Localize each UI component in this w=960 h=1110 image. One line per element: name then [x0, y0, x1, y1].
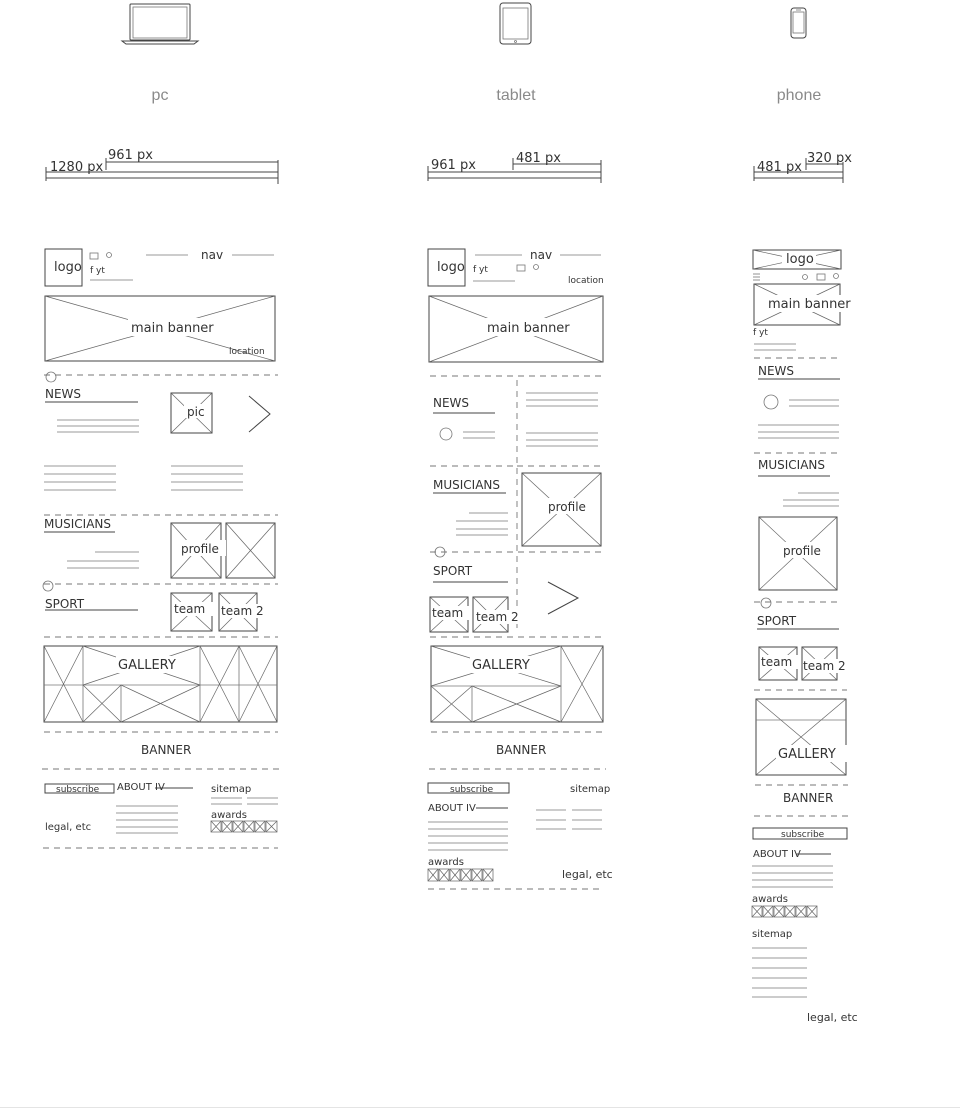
phone-sitemap-label: sitemap — [752, 929, 793, 940]
phone-banner-label: BANNER — [783, 791, 834, 805]
mail-icon — [90, 253, 98, 259]
dimension-pc — [46, 148, 278, 184]
pc-badge-icon — [46, 372, 56, 382]
pc-awards-label: awards — [211, 810, 247, 821]
phone-awards-label: awards — [752, 894, 788, 905]
phone-about-label: ABOUT IV — [753, 849, 801, 860]
tablet-team-label: team — [432, 606, 464, 620]
device-label-phone: phone — [776, 87, 822, 104]
pc-logo-label: logo — [54, 260, 82, 275]
pc-ball-icon — [43, 581, 53, 591]
pc-pic-label: pic — [187, 405, 205, 419]
phone-legal-label: legal, etc — [807, 1011, 858, 1024]
pc-about-label: ABOUT IV — [117, 782, 165, 793]
pc-social-label: f yt — [90, 266, 105, 276]
pc-team2-label: team 2 — [221, 604, 264, 618]
pc-sport-label: SPORT — [45, 597, 85, 611]
search-icon — [834, 274, 839, 279]
pc-location-label: location — [229, 347, 265, 357]
tablet-location-label: location — [568, 276, 604, 286]
bottom-divider — [0, 1107, 960, 1108]
mail-icon — [517, 265, 525, 271]
phone-content-width: 320 px — [807, 151, 852, 166]
dimension-phone — [754, 151, 852, 183]
phone-icon — [791, 8, 806, 38]
tablet-total-width: 961 px — [431, 158, 476, 173]
tablet-team2-label: team 2 — [476, 610, 519, 624]
tablet-musicians-label: MUSICIANS — [433, 478, 501, 492]
phone-ball-icon — [761, 598, 771, 608]
pc-legal-label: legal, etc — [45, 822, 92, 833]
phone-news-label: NEWS — [758, 364, 795, 378]
tablet-legal-label: legal, etc — [562, 868, 613, 881]
phone-profile-label: profile — [783, 544, 821, 558]
tablet-subscribe-label: subscribe — [450, 785, 494, 795]
tablet-nav-label: nav — [530, 248, 553, 262]
tablet-banner-label: BANNER — [496, 743, 547, 757]
pc-news-label: NEWS — [45, 387, 82, 401]
phone-social-label: f yt — [753, 328, 768, 338]
pc-sitemap-label: sitemap — [211, 784, 252, 795]
search-icon — [534, 265, 539, 270]
mail-icon — [817, 274, 825, 280]
device-label-tablet: tablet — [496, 87, 536, 104]
tablet-awards-label: awards — [428, 857, 464, 868]
hamburger-icon — [753, 274, 760, 280]
pc-team-label: team — [174, 602, 206, 616]
device-label-pc: pc — [151, 87, 169, 104]
tablet-sport-label: SPORT — [433, 564, 473, 578]
phone-musicians-label: MUSICIANS — [758, 458, 826, 472]
phone-icon-small — [803, 275, 808, 280]
phone-total-width: 481 px — [757, 160, 802, 175]
pc-subscribe-label: subscribe — [56, 785, 100, 795]
phone-team2-label: team 2 — [803, 659, 846, 673]
phone-main-banner-label: main banner — [768, 297, 851, 312]
tablet-logo-label: logo — [437, 260, 465, 275]
phone-gallery-label: GALLERY — [778, 747, 836, 762]
tablet-next-arrow-icon — [548, 582, 578, 614]
dimension-tablet — [428, 151, 601, 183]
tablet-main-banner-label: main banner — [487, 321, 570, 336]
phone-awards-row — [752, 906, 817, 917]
phone-subscribe-label: subscribe — [781, 830, 825, 840]
tablet-gallery-label: GALLERY — [472, 658, 530, 673]
pc-wireframe — [42, 248, 279, 848]
tablet-news-label: NEWS — [433, 396, 470, 410]
laptop-icon — [122, 4, 198, 44]
pc-nav-label: nav — [201, 248, 224, 262]
tablet-content-width: 481 px — [516, 151, 561, 166]
search-icon — [107, 253, 112, 258]
pc-next-arrow-icon — [249, 396, 270, 432]
phone-team-label: team — [761, 655, 793, 669]
pc-profile-label: profile — [181, 542, 219, 556]
pc-main-banner-label: main banner — [131, 321, 214, 336]
tablet-sitemap-label: sitemap — [570, 784, 611, 795]
pc-banner-label: BANNER — [141, 743, 192, 757]
tablet-badge-icon — [440, 428, 452, 440]
phone-wireframe — [752, 250, 862, 1024]
tablet-wireframe — [428, 248, 613, 889]
pc-gallery-label: GALLERY — [118, 658, 176, 673]
tablet-icon — [500, 3, 531, 44]
pc-content-width: 961 px — [108, 148, 153, 163]
pc-musicians-label: MUSICIANS — [44, 517, 112, 531]
phone-badge-icon — [764, 395, 778, 409]
tablet-profile-label: profile — [548, 500, 586, 514]
tablet-about-label: ABOUT IV — [428, 803, 476, 814]
tablet-social-label: f yt — [473, 265, 488, 275]
pc-awards-row — [211, 821, 277, 832]
phone-logo-label: logo — [786, 252, 814, 267]
tablet-awards-row — [428, 869, 493, 881]
pc-total-width: 1280 px — [50, 160, 104, 175]
phone-sport-label: SPORT — [757, 614, 797, 628]
